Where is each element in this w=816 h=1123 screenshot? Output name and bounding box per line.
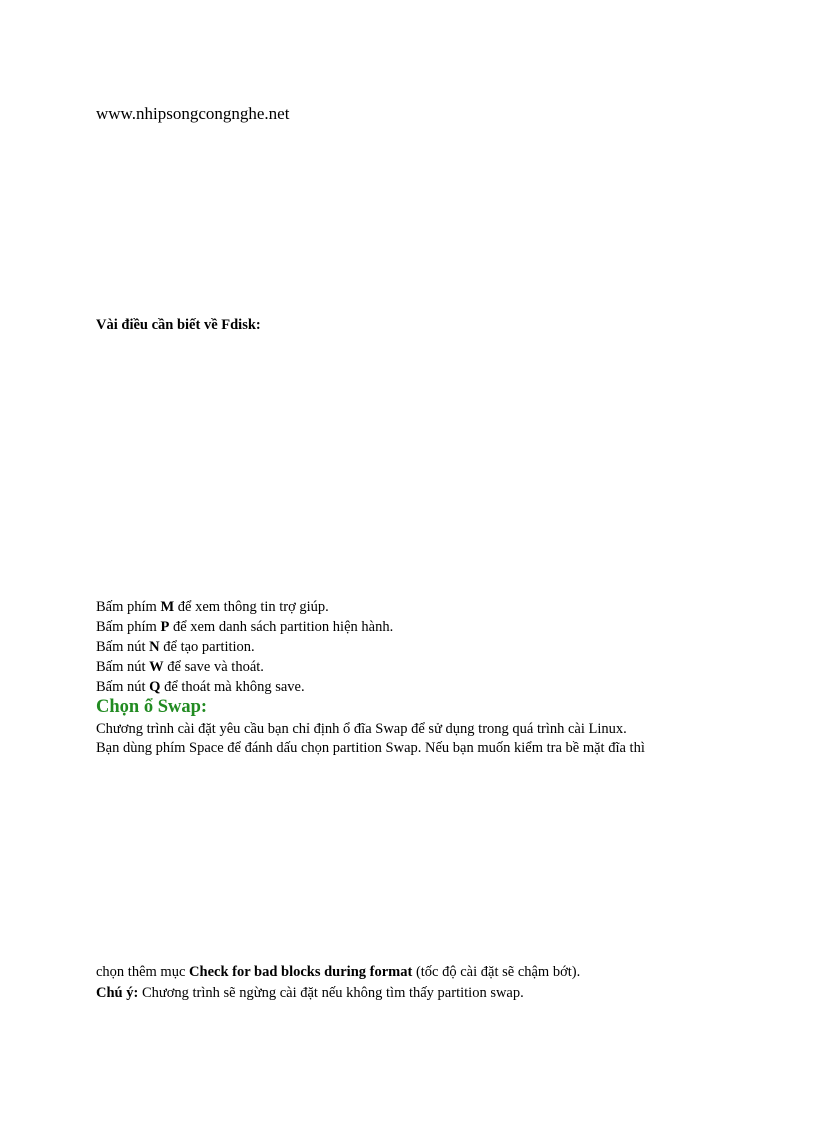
fdisk-item-prefix: Bấm nút	[96, 639, 150, 655]
swap-paragraph-line: Bạn dùng phím Space để đánh dấu chọn partition Swap. Nếu bạn muốn kiểm tra bề mặt đĩa thì	[96, 740, 645, 756]
fdisk-item-key: Q	[149, 679, 161, 695]
fdisk-item-suffix: để xem danh sách partition hiện hành.	[169, 619, 394, 635]
fdisk-item-prefix: Bấm nút	[96, 659, 150, 675]
fdisk-item-suffix: để tạo partition.	[159, 639, 255, 655]
note-label: Chú ý:	[96, 985, 139, 1001]
swap-paragraph-line: Chương trình cài đặt yêu cầu bạn chỉ định ổ đĩa Swap để sử dụng trong quá trình cài Linux.	[96, 721, 627, 737]
fdisk-item-key: P	[160, 619, 170, 635]
fdisk-item	[96, 597, 329, 617]
continued-suffix: (tốc độ cài đặt sẽ chậm bớt).	[412, 964, 581, 980]
fdisk-item	[96, 657, 264, 677]
swap-paragraph-continued	[96, 962, 580, 982]
swap-heading: Chọn ổ Swap:	[96, 697, 208, 717]
fdisk-item	[96, 677, 305, 697]
fdisk-item-suffix: để save và thoát.	[163, 659, 264, 675]
fdisk-item-prefix: Bấm phím	[96, 599, 161, 615]
fdisk-item-prefix: Bấm nút	[96, 679, 150, 695]
continued-prefix: chọn thêm mục	[96, 964, 190, 980]
fdisk-item	[96, 637, 255, 657]
note-text: Chương trình sẽ ngừng cài đặt nếu không tìm thấy partition swap.	[138, 985, 524, 1001]
fdisk-item-suffix: để xem thông tin trợ giúp.	[174, 599, 329, 615]
note-line	[96, 983, 524, 1003]
fdisk-item-key: M	[160, 599, 175, 615]
fdisk-item-suffix: để thoát mà không save.	[160, 679, 305, 695]
site-url: www.nhipsongcongnghe.net	[96, 104, 290, 123]
fdisk-item-prefix: Bấm phím	[96, 619, 161, 635]
fdisk-item-key: N	[149, 639, 160, 655]
fdisk-item-key: W	[149, 659, 164, 675]
bad-blocks-option: Check for bad blocks during format	[189, 964, 413, 980]
fdisk-item	[96, 617, 393, 637]
fdisk-heading: Vài điều cần biết về Fdisk:	[96, 317, 261, 333]
